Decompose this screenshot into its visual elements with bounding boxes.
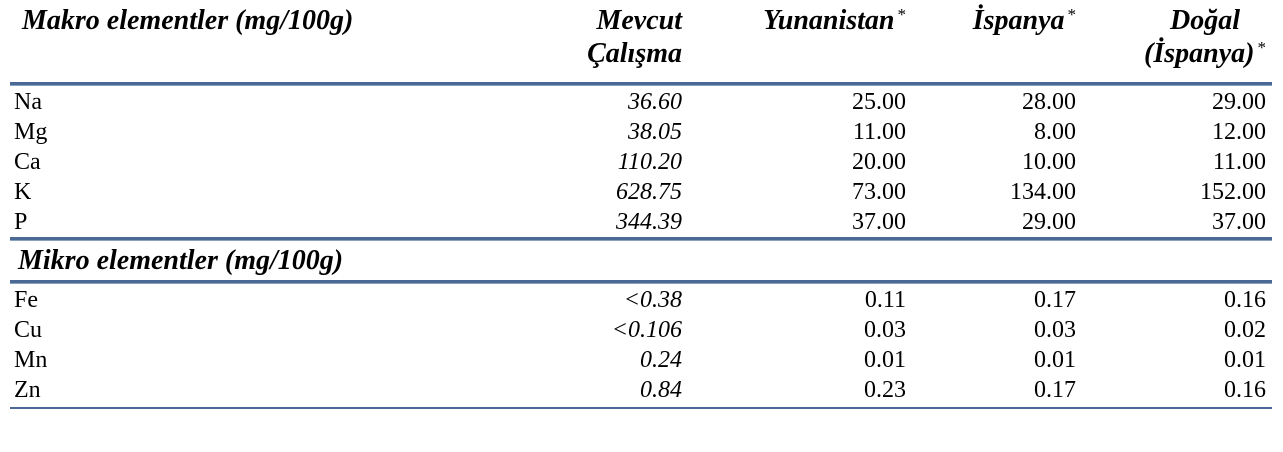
header-greece-footnote-mark: * bbox=[897, 5, 906, 24]
table-row bbox=[10, 117, 1272, 147]
current-study-cell: 344.39 bbox=[616, 209, 682, 235]
header-spain-footnote-mark: * bbox=[1067, 5, 1076, 24]
greece-cell: 25.00 bbox=[852, 89, 906, 115]
table-header-row bbox=[10, 0, 1272, 82]
spain-cell: 28.00 bbox=[1022, 89, 1076, 115]
element-cell: Na bbox=[14, 89, 42, 115]
current-study-cell: 38.05 bbox=[628, 119, 682, 145]
spain-cell: 0.17 bbox=[1034, 287, 1076, 313]
element-cell: Mn bbox=[14, 347, 48, 373]
natural-spain-cell: 12.00 bbox=[1212, 119, 1266, 145]
header-spain-label: İspanya bbox=[972, 5, 1065, 36]
natural-spain-cell: 0.16 bbox=[1224, 377, 1266, 403]
table-row bbox=[10, 375, 1272, 405]
macro-elements-body bbox=[10, 87, 1272, 237]
micro-section-title: Mikro elementler (mg/100g) bbox=[18, 245, 344, 276]
element-cell: P bbox=[14, 209, 28, 235]
spain-cell: 0.01 bbox=[1034, 347, 1076, 373]
current-study-cell: <0.38 bbox=[623, 287, 682, 313]
element-cell: Cu bbox=[14, 317, 43, 343]
spain-cell: 0.17 bbox=[1034, 377, 1076, 403]
element-cell: Mg bbox=[14, 119, 48, 145]
greece-cell: 0.01 bbox=[864, 347, 906, 373]
header-divider bbox=[10, 82, 1272, 86]
current-study-cell: 0.84 bbox=[640, 377, 682, 403]
micro-elements-body bbox=[10, 285, 1272, 405]
header-natural-spain-label: (İspanya) bbox=[1144, 38, 1255, 69]
spain-cell: 0.03 bbox=[1034, 317, 1076, 343]
natural-spain-cell: 152.00 bbox=[1200, 179, 1266, 205]
table-row bbox=[10, 285, 1272, 315]
table-row bbox=[10, 87, 1272, 117]
table-row bbox=[10, 147, 1272, 177]
spain-cell: 10.00 bbox=[1022, 149, 1076, 175]
greece-cell: 0.11 bbox=[864, 287, 906, 313]
table-bottom-rule bbox=[10, 407, 1272, 409]
natural-spain-cell: 0.01 bbox=[1224, 347, 1266, 373]
header-current-study bbox=[587, 4, 682, 70]
natural-spain-cell: 29.00 bbox=[1212, 89, 1266, 115]
header-natural-spain bbox=[1144, 4, 1266, 70]
section-divider-top bbox=[10, 237, 1272, 241]
table-row bbox=[10, 177, 1272, 207]
element-cell: Ca bbox=[14, 149, 41, 175]
header-current-study-line2: Çalışma bbox=[587, 38, 682, 69]
current-study-cell: <0.106 bbox=[611, 317, 682, 343]
current-study-cell: 0.24 bbox=[640, 347, 682, 373]
table-row bbox=[10, 345, 1272, 375]
element-cell: Zn bbox=[14, 377, 41, 403]
element-cell: Fe bbox=[14, 287, 38, 313]
natural-spain-cell: 0.16 bbox=[1224, 287, 1266, 313]
greece-cell: 0.23 bbox=[864, 377, 906, 403]
spain-cell: 134.00 bbox=[1010, 179, 1076, 205]
greece-cell: 11.00 bbox=[852, 119, 906, 145]
current-study-cell: 628.75 bbox=[616, 179, 682, 205]
header-natural-spain-line1: Doğal bbox=[1170, 5, 1241, 36]
header-spain bbox=[973, 4, 1076, 37]
table-row bbox=[10, 207, 1272, 237]
current-study-cell: 36.60 bbox=[628, 89, 682, 115]
header-greece bbox=[763, 4, 906, 37]
spain-cell: 29.00 bbox=[1022, 209, 1076, 235]
greece-cell: 0.03 bbox=[864, 317, 906, 343]
header-natural-spain-footnote-mark: * bbox=[1257, 38, 1266, 57]
header-macro-elements: Makro elementler (mg/100g) bbox=[22, 5, 354, 36]
greece-cell: 20.00 bbox=[852, 149, 906, 175]
greece-cell: 73.00 bbox=[852, 179, 906, 205]
natural-spain-cell: 37.00 bbox=[1212, 209, 1266, 235]
header-natural-spain-line2 bbox=[1144, 37, 1266, 70]
header-current-study-line1: Mevcut bbox=[596, 5, 682, 36]
natural-spain-cell: 11.00 bbox=[1212, 149, 1266, 175]
table-row bbox=[10, 315, 1272, 345]
greece-cell: 37.00 bbox=[852, 209, 906, 235]
element-cell: K bbox=[14, 179, 32, 205]
current-study-cell: 110.20 bbox=[617, 149, 682, 175]
spain-cell: 8.00 bbox=[1034, 119, 1076, 145]
mineral-composition-table bbox=[10, 0, 1272, 409]
section-divider-bottom bbox=[10, 280, 1272, 284]
natural-spain-cell: 0.02 bbox=[1224, 317, 1266, 343]
header-greece-label: Yunanistan bbox=[763, 5, 895, 36]
